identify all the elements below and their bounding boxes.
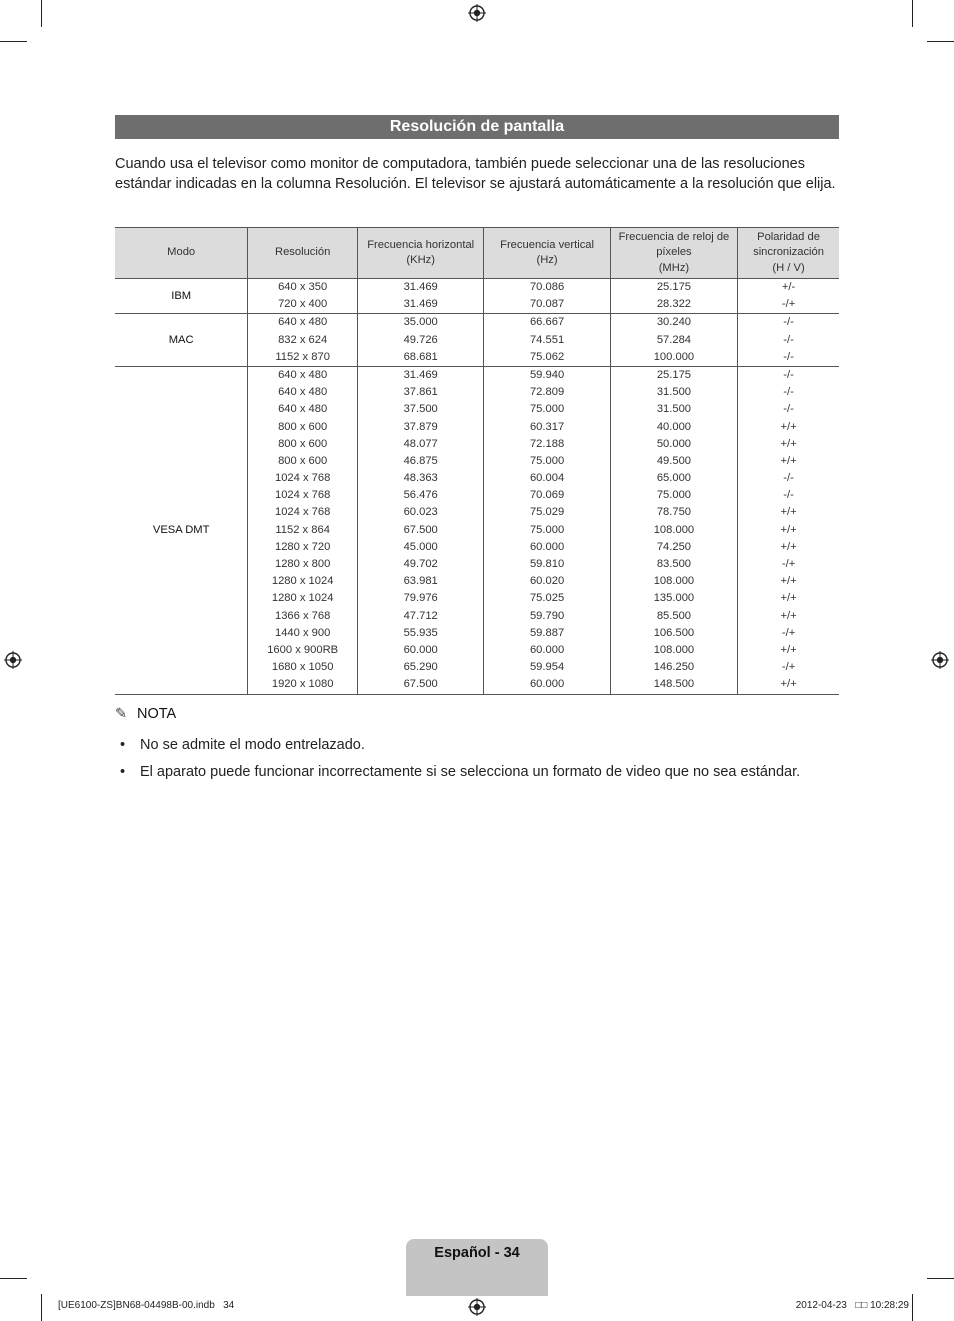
cell-value: 640 x 480 — [278, 403, 328, 416]
table-row — [115, 366, 839, 694]
value-cell — [484, 279, 610, 314]
cell-value: 25.175 — [656, 368, 692, 381]
column-header-line: sincronización — [753, 246, 824, 259]
mode-cell: MAC — [115, 314, 248, 367]
cell-value: 1280 x 720 — [274, 540, 331, 553]
cell-value: 1440 x 900 — [274, 626, 331, 639]
value-cell — [248, 314, 358, 367]
crop-mark — [912, 1294, 913, 1321]
list-item — [115, 762, 855, 789]
cell-value: 67.500 — [403, 523, 438, 536]
cell-value: -/- — [783, 472, 794, 485]
cell-value: 135.000 — [653, 592, 695, 605]
table-body — [115, 279, 839, 695]
cell-value: +/+ — [780, 523, 797, 536]
cell-value: +/+ — [780, 643, 797, 656]
cell-value: 640 x 480 — [278, 316, 328, 329]
cell-value: 75.000 — [529, 403, 565, 416]
cell-value: 49.500 — [656, 454, 692, 467]
crop-mark — [927, 1278, 954, 1279]
cell-value: +/+ — [780, 540, 797, 553]
column-header-line: (H / V) — [772, 261, 805, 274]
registration-mark-icon — [4, 651, 22, 669]
value-cell — [357, 366, 483, 694]
cell-value: +/+ — [780, 678, 797, 691]
cell-value: 1280 x 800 — [274, 558, 331, 570]
column-header-line: Frecuencia horizontal — [367, 238, 475, 251]
column-header — [248, 228, 358, 279]
cell-value: 37.500 — [403, 403, 438, 416]
cell-value: 49.726 — [403, 333, 438, 346]
column-header-line: (Hz) — [536, 254, 558, 266]
cell-value: 74.551 — [529, 333, 565, 346]
mode-cell: VESA DMT — [115, 366, 248, 694]
note-item-text: El aparato puede funcionar incorrectamente si se selecciona un formato de video que no sea estándar. — [140, 764, 801, 780]
cell-value: +/+ — [780, 420, 797, 433]
cell-value: 50.000 — [656, 437, 692, 450]
note-list — [115, 735, 855, 789]
cell-value: 37.879 — [403, 420, 438, 433]
crop-mark — [912, 0, 913, 27]
value-cell — [484, 366, 610, 694]
registration-mark-icon — [468, 1298, 486, 1316]
cell-value: 75.025 — [529, 592, 565, 605]
column-header — [484, 228, 610, 279]
cell-value: 59.887 — [529, 626, 565, 639]
crop-mark — [927, 41, 954, 42]
cell-value: 800 x 600 — [278, 437, 328, 450]
cell-value: 79.976 — [403, 592, 438, 605]
cell-value: 55.935 — [403, 626, 438, 639]
column-header — [610, 228, 737, 279]
column-header — [357, 228, 483, 279]
cell-value: 1600 x 900RB — [267, 643, 339, 656]
cell-value: 640 x 480 — [278, 386, 328, 399]
cell-value: +/+ — [780, 506, 797, 519]
cell-value: 1280 x 1024 — [271, 592, 334, 605]
list-item — [115, 735, 855, 762]
cell-value: -/+ — [781, 626, 796, 639]
cell-value: 75.062 — [529, 350, 565, 363]
cell-value: +/- — [781, 281, 796, 293]
cell-value: -/- — [783, 316, 794, 329]
cell-value: -/- — [783, 368, 794, 381]
column-header-line: Frecuencia de reloj de — [618, 230, 730, 243]
cell-value: 31.469 — [403, 281, 438, 293]
cell-value: -/- — [783, 489, 794, 502]
cell-value: 1024 x 768 — [274, 472, 331, 485]
cell-value: 60.000 — [529, 540, 565, 553]
value-cell — [738, 279, 839, 314]
cell-value: 40.000 — [656, 420, 692, 433]
crop-mark — [0, 1278, 27, 1279]
section-title: Resolución de pantalla — [115, 115, 839, 139]
cell-value: 108.000 — [653, 523, 695, 536]
cell-value: 67.500 — [403, 678, 438, 691]
cell-value: 108.000 — [653, 643, 695, 656]
cell-value: 48.077 — [403, 437, 438, 450]
cell-value: 75.029 — [529, 506, 565, 519]
cell-value: 65.000 — [656, 472, 692, 485]
bullet-icon: • — [120, 737, 126, 753]
cell-value: 66.667 — [529, 316, 565, 329]
cell-value: 75.000 — [656, 489, 692, 502]
cell-value: 49.702 — [403, 558, 438, 570]
cell-value: 37.861 — [403, 386, 438, 399]
column-header-line: Resolución — [274, 246, 331, 259]
cell-value: 48.363 — [403, 472, 438, 485]
cell-value: 100.000 — [653, 350, 695, 363]
cell-value: 72.809 — [529, 386, 565, 399]
crop-mark — [0, 41, 27, 42]
value-cell — [738, 314, 839, 367]
cell-value: 106.500 — [653, 626, 695, 639]
cell-value: 60.000 — [403, 643, 438, 656]
intro-paragraph: Cuando usa el televisor como monitor de computadora, también puede seleccionar una de las resoluciones estándar indicadas en la columna Resolución. El televisor se ajustará automáticamente a la resolución que elija. — [115, 156, 836, 192]
cell-value: 75.000 — [529, 523, 565, 536]
cell-value: 1024 x 768 — [274, 489, 331, 502]
cell-value: 57.284 — [656, 333, 692, 346]
note-item-text: No se admite el modo entrelazado. — [140, 737, 365, 753]
cell-value: 56.476 — [403, 489, 438, 502]
cell-value: 720 x 400 — [278, 298, 328, 311]
column-header-line: Modo — [167, 246, 196, 259]
cell-value: 47.712 — [403, 609, 438, 622]
mode-cell: IBM — [115, 279, 248, 314]
cell-value: 35.000 — [403, 316, 438, 329]
column-header-line: (MHz) — [658, 261, 690, 274]
cell-value: 800 x 600 — [278, 454, 328, 467]
cell-value: 65.290 — [403, 661, 438, 674]
cell-value: 70.069 — [529, 489, 565, 502]
column-header — [115, 228, 248, 279]
cell-value: 640 x 480 — [278, 368, 328, 381]
cell-value: 75.000 — [529, 454, 565, 467]
column-header-line: Frecuencia vertical — [500, 238, 595, 251]
cell-value: 1920 x 1080 — [271, 678, 334, 691]
cell-value: 1680 x 1050 — [271, 661, 334, 674]
value-cell — [610, 314, 737, 367]
note-label: NOTA — [137, 706, 177, 722]
cell-value: +/+ — [780, 592, 797, 605]
cell-value: 59.940 — [529, 368, 565, 381]
cell-value: 25.175 — [656, 281, 692, 293]
registration-mark-icon — [931, 651, 949, 669]
cell-value: 83.500 — [656, 558, 692, 570]
note-heading — [115, 706, 176, 722]
cell-value: 28.322 — [656, 298, 692, 311]
cell-value: 68.681 — [403, 350, 438, 363]
cell-value: 1152 x 870 — [275, 350, 330, 363]
crop-mark — [41, 1294, 42, 1321]
cell-value: 45.000 — [403, 540, 438, 553]
table-row — [115, 314, 839, 367]
cell-value: +/+ — [780, 454, 797, 467]
cell-value: 74.250 — [656, 540, 692, 553]
cell-value: 1280 x 1024 — [271, 575, 334, 588]
table-header-row — [115, 228, 839, 279]
cell-value: +/+ — [780, 575, 797, 588]
imprint-date: 2012-04-23 □□ 10:28:29 — [795, 1300, 909, 1311]
value-cell — [357, 279, 483, 314]
cell-value: 60.000 — [529, 643, 565, 656]
cell-value: -/- — [783, 350, 794, 363]
cell-value: 800 x 600 — [278, 420, 328, 433]
column-header — [738, 228, 839, 279]
resolution-table — [115, 227, 839, 695]
cell-value: 108.000 — [653, 575, 695, 588]
value-cell — [484, 314, 610, 367]
column-header-line: Polaridad de — [757, 230, 820, 243]
cell-value: 60.317 — [529, 420, 565, 433]
registration-mark-icon — [468, 4, 486, 22]
cell-value: -/- — [783, 333, 794, 346]
cell-value: -/- — [783, 386, 794, 399]
cell-value: 60.004 — [529, 472, 565, 485]
cell-value: -/- — [783, 403, 794, 416]
cell-value: 30.240 — [656, 316, 692, 329]
cell-value: 1152 x 864 — [275, 523, 330, 536]
cell-value: 60.023 — [403, 506, 438, 519]
cell-value: 78.750 — [656, 506, 692, 519]
cell-value: 31.469 — [403, 298, 438, 311]
cell-value: 31.469 — [403, 368, 438, 381]
cell-value: 72.188 — [529, 437, 565, 450]
value-cell — [610, 366, 737, 694]
cell-value: 70.086 — [529, 281, 565, 293]
value-cell — [738, 366, 839, 694]
cell-value: -/+ — [781, 298, 796, 311]
bullet-icon: • — [120, 764, 126, 780]
cell-value: 59.810 — [529, 558, 565, 570]
cell-value: 146.250 — [653, 661, 695, 674]
cell-value: +/+ — [780, 609, 797, 622]
value-cell — [357, 314, 483, 367]
cell-value: 59.954 — [529, 661, 565, 674]
cell-value: 1366 x 768 — [274, 609, 331, 622]
cell-value: -/+ — [781, 661, 796, 674]
value-cell — [248, 279, 358, 314]
pencil-icon: ✎ — [115, 706, 128, 722]
cell-value: 148.500 — [653, 678, 695, 691]
cell-value: 640 x 350 — [278, 281, 328, 293]
cell-value: 60.000 — [529, 678, 565, 691]
table-row — [115, 279, 839, 314]
column-header-line: (KHz) — [406, 254, 435, 266]
cell-value: 60.020 — [529, 575, 565, 588]
value-cell — [248, 366, 358, 694]
cell-value: +/+ — [780, 437, 797, 450]
column-header-line: píxeles — [656, 246, 692, 259]
cell-value: 85.500 — [656, 609, 692, 622]
imprint-file: [UE6100-ZS]BN68-04498B-00.indb 34 — [58, 1300, 235, 1311]
cell-value: 832 x 624 — [278, 333, 328, 346]
cell-value: 70.087 — [529, 298, 565, 311]
cell-value: 1024 x 768 — [274, 506, 331, 519]
cell-value: 46.875 — [403, 454, 438, 467]
value-cell — [610, 279, 737, 314]
page-number: Español - 34 — [434, 1245, 520, 1261]
crop-mark — [41, 0, 42, 27]
cell-value: -/+ — [781, 558, 796, 570]
cell-value: 63.981 — [403, 575, 438, 588]
cell-value: 31.500 — [656, 386, 692, 399]
cell-value: 59.790 — [529, 609, 565, 622]
cell-value: 31.500 — [656, 403, 692, 416]
